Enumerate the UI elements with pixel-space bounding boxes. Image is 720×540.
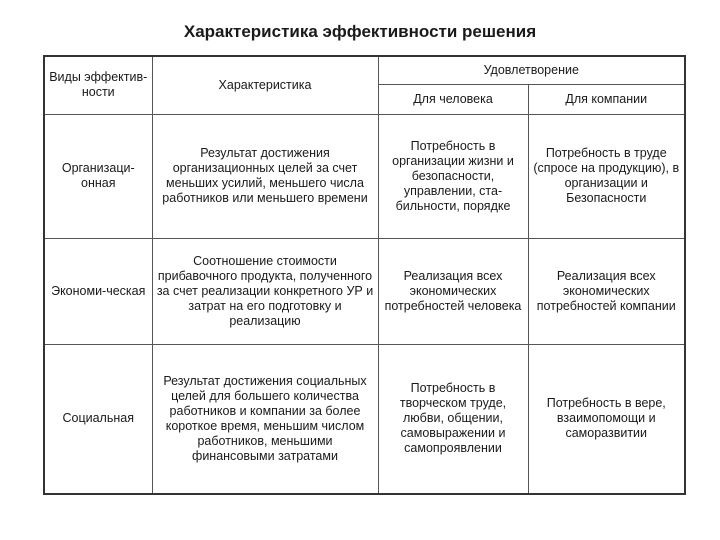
table-row — [44, 344, 685, 494]
row-company: Реализация всех экономических потребностей компании — [528, 238, 685, 344]
header-satisfaction: Удовлетворение — [378, 56, 685, 84]
header-for-company: Для компании — [528, 84, 685, 114]
table-row — [44, 114, 685, 238]
row-type: Социальная — [44, 344, 152, 494]
efficiency-table — [43, 55, 686, 495]
row-characteristic: Соотношение стоимости прибавочного продукта, полученного за счет реализации конкретного УР и затрат на его подготовку и реализацию — [152, 238, 378, 344]
header-characteristic: Характеристика — [152, 56, 378, 114]
header-types: Виды эффектив-ности — [44, 56, 152, 114]
row-person: Потребность в творческом труде, любви, общении, самовыражении и самопроявлении — [378, 344, 528, 494]
row-type: Организаци-онная — [44, 114, 152, 238]
row-person: Реализация всех экономических потребностей человека — [378, 238, 528, 344]
table-row — [44, 238, 685, 344]
row-characteristic: Результат достижения социальных целей для большего количества работников и компании за более короткое время, меньшим числом работников, меньшими финансовыми затратами — [152, 344, 378, 494]
row-type: Экономи-ческая — [44, 238, 152, 344]
row-company: Потребность в труде (спросе на продукцию), в организации и Безопасности — [528, 114, 685, 238]
row-characteristic: Результат достижения организационных целей за счет меньших усилий, меньшего числа работников или меньшего времени — [152, 114, 378, 238]
table-header-row — [44, 56, 685, 84]
row-company: Потребность в вере, взаимопомощи и саморазвитии — [528, 344, 685, 494]
page-title: Характеристика эффективности решения — [183, 22, 537, 41]
row-person: Потребность в организации жизни и безопасности, управлении, ста-бильности, порядке — [378, 114, 528, 238]
header-for-person: Для человека — [378, 84, 528, 114]
